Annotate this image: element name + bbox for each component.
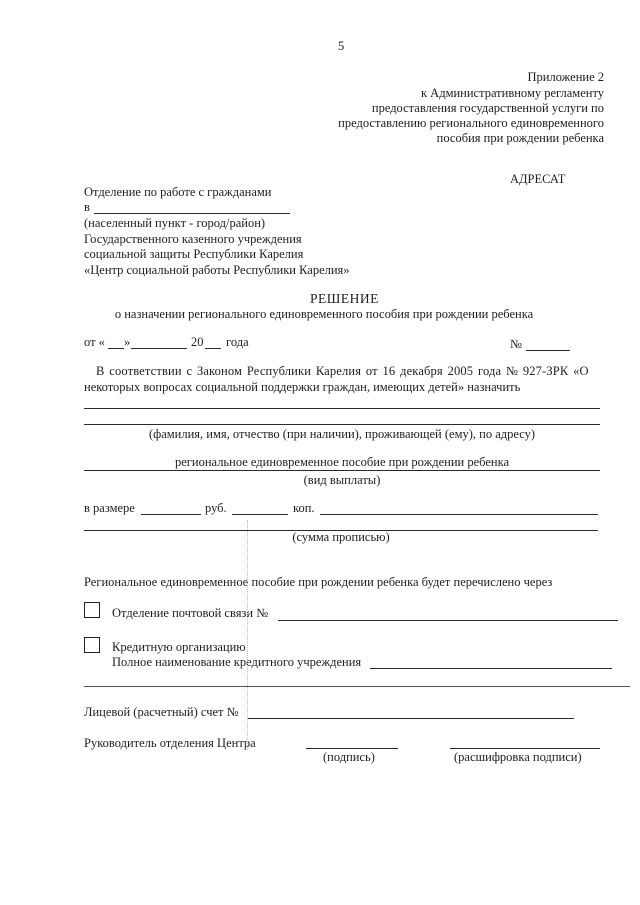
recipient-field-line-1[interactable] [84,408,600,409]
amount-label: в размере [84,501,135,515]
appendix-line-3: предоставления государственной услуги по [371,101,604,115]
page-number: 5 [338,39,345,53]
amount-words-field-1[interactable] [320,514,598,515]
decision-number-field[interactable] [526,350,570,351]
appendix-line-1: Приложение 2 [527,70,604,84]
amount-rub-field[interactable] [141,514,201,515]
credit-org-name-field[interactable] [370,668,612,669]
post-office-label: Отделение почтовой связи № [112,606,269,620]
appendix-line-5: пособия при рождении ребенка [436,131,604,145]
appendix-line-4: предоставлению регионального единовременного [338,116,604,130]
amount-kop-label: коп. [293,501,315,515]
amount-kop-field[interactable] [232,514,288,515]
date-year-suffix: года [226,335,249,349]
scan-fold-mark [247,520,248,750]
number-label: № [510,337,522,351]
date-year-field[interactable] [205,348,221,349]
payment-type-field[interactable] [84,470,600,471]
signature-field[interactable] [306,748,398,749]
caption-person: (фамилия, имя, отчество (при наличии), проживающей (ему), по адресу) [148,427,536,441]
account-number-field[interactable] [248,718,574,719]
date-day-field[interactable] [108,348,124,349]
signature-caption: (подпись) [323,750,375,764]
settlement-field[interactable] [94,213,290,214]
decision-title: РЕШЕНИЕ [310,291,379,306]
credit-org-name-field-2[interactable] [84,686,630,687]
date-month-field[interactable] [131,348,187,349]
signature-decryption-field[interactable] [450,748,600,749]
amount-rub-label: руб. [205,501,227,515]
department-line-5: социальной защиты Республики Карелия [84,247,304,261]
department-line-4: Государственного казенного учреждения [84,232,302,246]
post-office-number-field[interactable] [278,620,618,621]
date-quote-close: » [124,335,131,349]
credit-org-full-name-label: Полное наименование кредитного учреждения [112,655,362,669]
caption-payment-type: (вид выплаты) [303,473,381,487]
date-from-label: от « [84,335,105,349]
department-line-3: (населенный пункт - город/район) [84,216,266,230]
decision-subtitle: о назначении регионального единовременного пособия при рождении ребенка [114,307,534,321]
appendix-line-2: к Административному регламенту [420,86,604,100]
account-label: Лицевой (расчетный) счет № [84,705,239,719]
benefit-name: региональное единовременное пособие при рождении ребенка [174,455,509,469]
date-year-label: 20 [191,335,204,349]
recipient-field-line-2[interactable] [84,424,600,425]
department-prefix-v: в [84,200,90,214]
paragraph-line-1: В соответствии с Законом Республики Карелия от 16 декабря 2005 года № 927-ЗРК «О [96,364,589,378]
credit-org-label: Кредитную организацию [112,640,246,654]
caption-amount-words: (сумма прописью) [292,530,390,544]
credit-org-checkbox[interactable] [84,637,100,653]
decryption-caption: (расшифровка подписи) [454,750,582,764]
paragraph-line-2: некоторых вопросах социальной поддержки граждан, имеющих детей» назначить [84,380,521,394]
addressee-label: АДРЕСАТ [510,172,566,186]
post-office-checkbox[interactable] [84,602,100,618]
department-line-6: «Центр социальной работы Республики Карелия» [84,263,350,277]
head-label: Руководитель отделения Центра [84,736,256,750]
transfer-text: Региональное единовременное пособие при рождении ребенка будет перечислено через [84,575,553,589]
department-line-1: Отделение по работе с гражданами [84,185,272,199]
